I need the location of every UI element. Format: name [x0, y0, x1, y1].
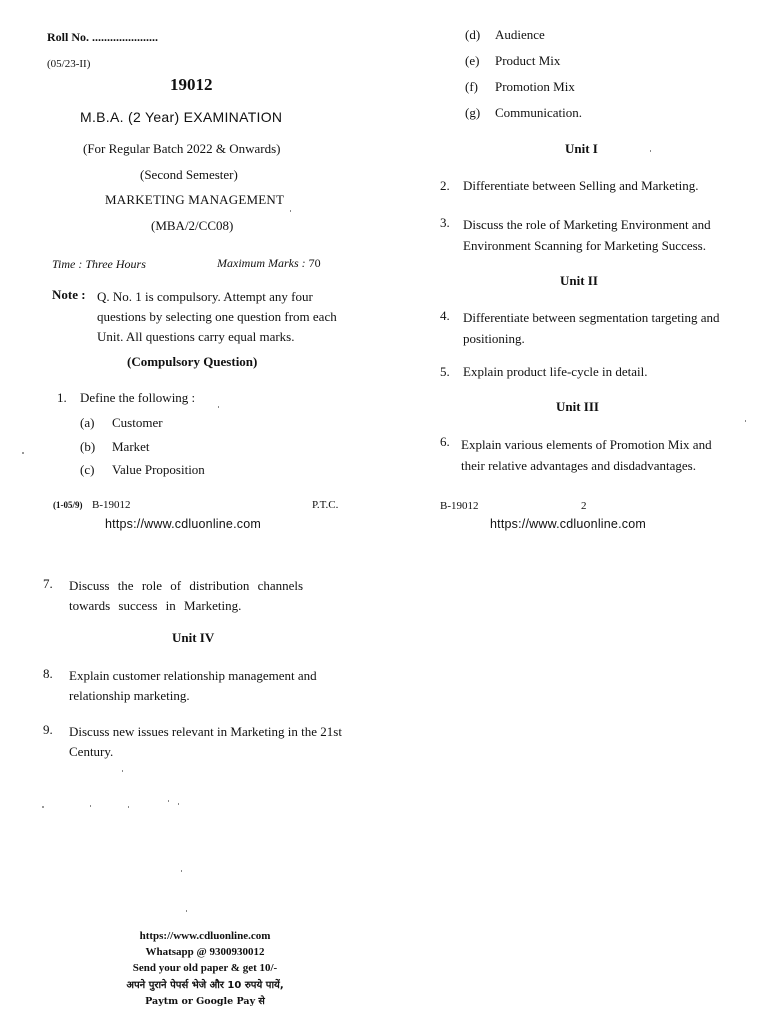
q4-text: Differentiate between segmentation targeting and positioning. — [463, 310, 720, 346]
part-text: Product Mix — [495, 53, 561, 68]
scan-speck — [745, 420, 746, 422]
scan-speck — [42, 806, 44, 808]
q4-number: 4. — [440, 308, 450, 323]
q1-part-a — [80, 415, 163, 431]
promo-url[interactable]: https://www.cdluonline.com — [139, 930, 271, 942]
part-label: (b) — [80, 439, 96, 454]
exam-title: M.B.A. (2 Year) EXAMINATION — [80, 109, 283, 125]
scan-speck — [122, 770, 123, 772]
q1-part-e — [465, 53, 561, 69]
q2-number: 2. — [440, 178, 450, 193]
part-label: (e) — [465, 53, 480, 68]
part-label: (f) — [465, 79, 478, 94]
unit-3-heading: Unit III — [556, 399, 599, 414]
part-text: Customer — [112, 415, 163, 430]
compulsory-heading: (Compulsory Question) — [127, 354, 258, 369]
scan-speck — [168, 800, 169, 802]
q1-part-b — [80, 439, 150, 455]
q1-number: 1. — [57, 390, 67, 405]
part-text: Audience — [495, 27, 545, 42]
scan-speck — [128, 806, 129, 808]
q7-text: Discuss the role of distribution channels towards success in Marketing. — [69, 578, 304, 613]
part-label: (a) — [80, 415, 95, 430]
q1-part-f — [465, 79, 575, 95]
scan-speck — [218, 406, 219, 408]
promo-offer: Send your old paper & get 10/- — [132, 962, 278, 974]
time-allowed: Time : Three Hours — [52, 257, 146, 271]
page2-footer-code: B-19012 — [440, 500, 479, 512]
promo-payment: Paytm or Google Pay से — [145, 996, 265, 1007]
max-marks-label: Maximum Marks : — [217, 256, 306, 270]
part-text: Value Proposition — [112, 462, 205, 477]
page1-footer-ptc: P.T.C. — [312, 499, 339, 511]
promo-hindi-line: अपने पुराने पेपर्स भेजे और 10 रुपये पायें, — [126, 980, 284, 991]
q8-number: 8. — [43, 666, 53, 681]
max-marks-value: 70 — [308, 256, 321, 270]
page1-footer-url[interactable]: https://www.cdluonline.com — [105, 517, 261, 531]
q9-number: 9. — [43, 722, 53, 737]
scan-speck — [181, 870, 182, 872]
unit-2-heading: Unit II — [560, 273, 598, 288]
semester-line: (Second Semester) — [140, 167, 238, 182]
q3-number: 3. — [440, 215, 450, 230]
scan-speck — [22, 452, 24, 454]
q1-text: Define the following : — [80, 390, 196, 405]
part-text: Promotion Mix — [495, 79, 575, 94]
q1-part-d — [465, 27, 545, 43]
q5-number: 5. — [440, 364, 450, 379]
page2-footer-url[interactable]: https://www.cdluonline.com — [490, 517, 646, 531]
q9-text: Discuss new issues relevant in Marketing in the 21st Century. — [69, 724, 342, 759]
subject-code: (MBA/2/CC08) — [151, 218, 234, 233]
page2-footer-page-number: 2 — [581, 500, 587, 512]
q2-text: Differentiate between Selling and Marketing. — [463, 178, 699, 193]
scan-speck — [90, 805, 91, 807]
paper-code: 19012 — [170, 75, 213, 94]
q1-part-g — [465, 105, 583, 121]
roll-no: Roll No. ...................... — [47, 30, 158, 44]
q1-part-c — [80, 462, 205, 478]
promo-whatsapp: Whatsapp @ 9300930012 — [145, 946, 265, 958]
part-text: Communication. — [495, 105, 583, 120]
part-label: (g) — [465, 105, 481, 120]
page1-footer-code: B-19012 — [92, 499, 131, 511]
q6-text: Explain various elements of Promotion Mix and their relative advantages and disdadvantages. — [461, 437, 712, 473]
batch-line: (For Regular Batch 2022 & Onwards) — [83, 141, 281, 156]
q7-number: 7. — [43, 576, 53, 591]
max-marks — [217, 256, 321, 271]
q5-text: Explain product life-cycle in detail. — [463, 364, 648, 379]
q8-text: Explain customer relationship management and relationship marketing. — [69, 668, 317, 703]
scan-speck — [650, 150, 651, 152]
unit-1-heading: Unit I — [565, 141, 598, 156]
q3-text: Discuss the role of Marketing Environment and Environment Scanning for Marketing Success. — [463, 217, 711, 253]
part-label: (d) — [465, 27, 481, 42]
q6-number: 6. — [440, 434, 450, 449]
page1-footer-left-code: (1-05/9) — [53, 500, 83, 510]
paper-ref-code: (05/23-II) — [47, 58, 91, 70]
subject-title: MARKETING MANAGEMENT — [105, 192, 285, 207]
scan-speck — [290, 210, 291, 212]
scan-speck — [178, 803, 179, 805]
part-label: (c) — [80, 462, 95, 477]
note-label: Note : — [52, 287, 86, 302]
part-text: Market — [112, 439, 150, 454]
unit-4-heading: Unit IV — [172, 630, 215, 645]
note-text: Q. No. 1 is compulsory. Attempt any four questions by selecting one question from each Unit. All questions carry equal marks. — [97, 289, 337, 344]
scan-speck — [186, 910, 187, 912]
